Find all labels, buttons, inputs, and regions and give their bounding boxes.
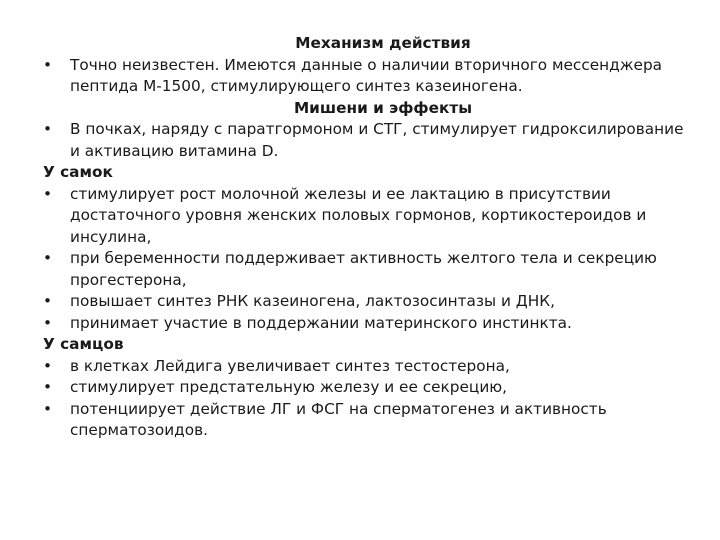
females-item-text: стимулирует рост молочной железы и ее лактацию в присутствии достаточного уровня женских половых гормонов, кортикостероидов и инсулина, — [70, 184, 647, 246]
mechanism-heading: Механизм действия — [295, 34, 471, 52]
bullet-icon: • — [43, 120, 53, 138]
bullet-icon: • — [43, 356, 53, 375]
targets-heading: Мишени и эффекты — [293, 98, 473, 117]
mechanism-item-text: Точно неизвестен. Имеются данные о наличии вторичного мессенджера пептида М-1500, стимулирующего синтез казеиногена. — [70, 55, 663, 95]
mechanism-item — [43, 55, 693, 98]
targets-item-text: В почках, наряду с паратгормоном и СТГ, стимулирует гидроксилирование и активацию витамина D. — [70, 120, 684, 160]
males-item-text: стимулирует предстательную железу и ее секрецию, — [70, 378, 508, 396]
bullet-icon: • — [43, 399, 53, 418]
females-item-text: при беременности поддерживает активность желтого тела и секрецию прогестерона, — [70, 249, 657, 289]
bullet-icon: • — [43, 378, 53, 396]
males-item — [43, 399, 693, 442]
bullet-icon: • — [43, 184, 53, 203]
females-label: У самок — [43, 163, 113, 181]
targets-item — [43, 119, 693, 162]
slide-content — [43, 33, 693, 442]
males-item-text: в клетках Лейдига увеличивает синтез тестостерона, — [70, 356, 510, 375]
females-item-text: повышает синтез РНК казеиногена, лактозосинтазы и ДНК, — [70, 292, 555, 310]
females-item — [43, 291, 693, 313]
females-item — [43, 313, 693, 335]
females-item — [43, 184, 693, 249]
males-label: У самцов — [43, 335, 124, 353]
bullet-icon: • — [43, 55, 53, 74]
bullet-icon: • — [43, 292, 53, 310]
bullet-icon: • — [43, 313, 53, 332]
females-item — [43, 248, 693, 291]
males-item-text: потенциирует действие ЛГ и ФСГ на сперматогенез и активность сперматозоидов. — [70, 399, 607, 439]
females-item-text: принимает участие в поддержании материнского инстинкта. — [70, 313, 572, 332]
males-item — [43, 356, 693, 378]
bullet-icon: • — [43, 249, 53, 267]
males-item — [43, 377, 693, 399]
